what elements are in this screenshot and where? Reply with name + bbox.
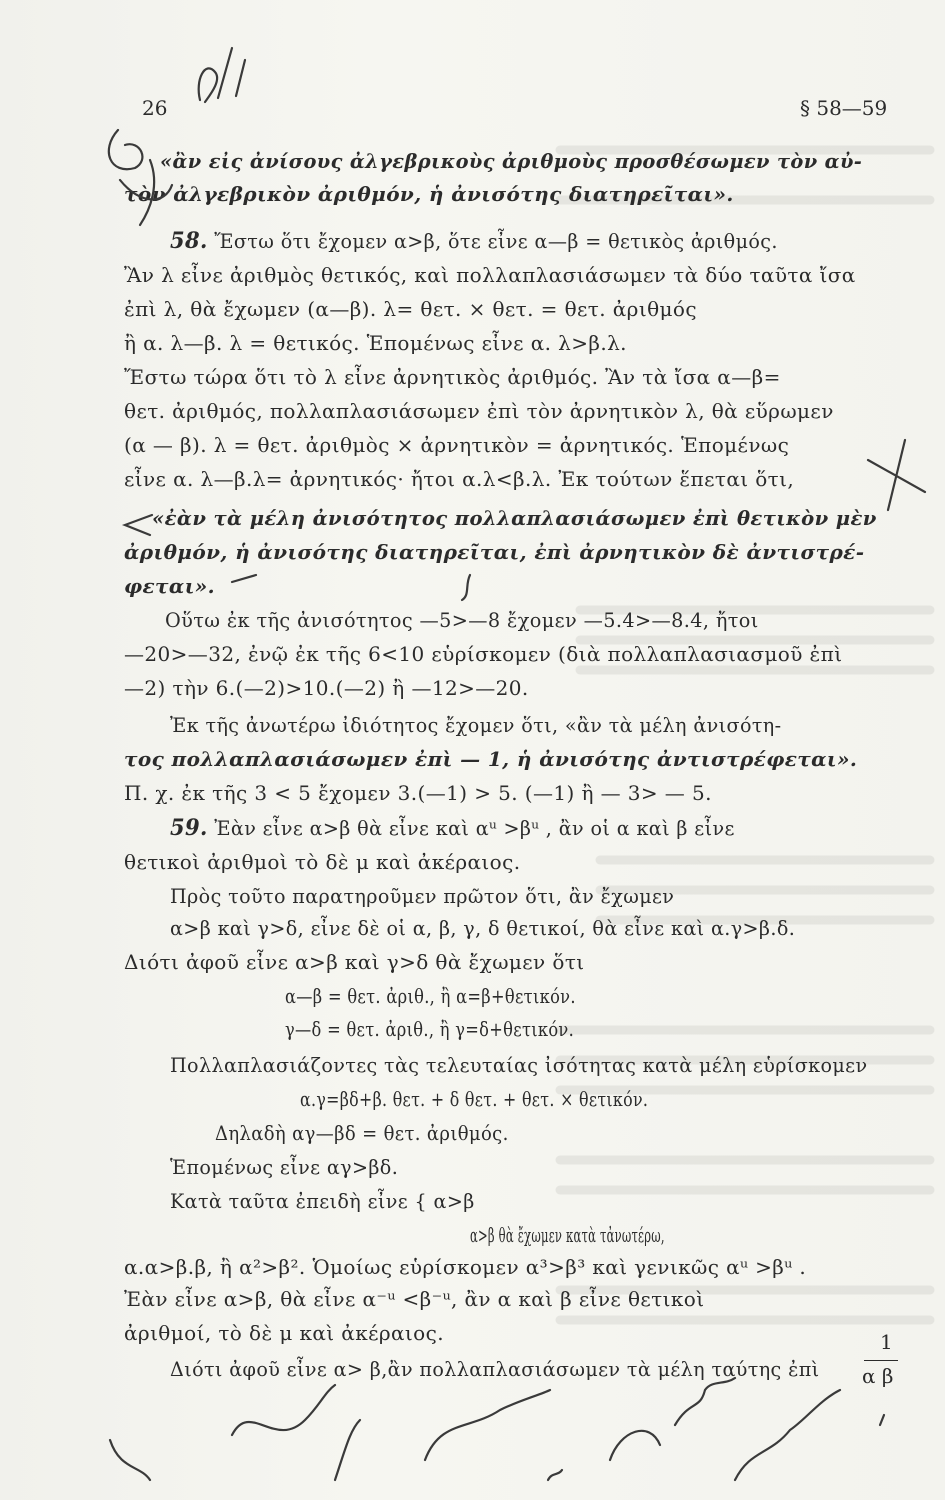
line-text: α.α>β.β, ἢ α²>β². Ὁμοίως εὑρίσκομεν α³>β³ καὶ γενικῶς αᵘ >βᵘ . [124,1255,807,1279]
line-text: Πρὸς τοῦτο παρατηροῦμεν πρῶτον ὅτι, ἂν ἔχωμεν [170,884,675,908]
line-text: ἢ α. λ—β. λ = θετικός. Ἑπομένως εἶνε α. λ>β.λ. [124,331,627,355]
line-text: θετ. ἀριθμός, πολλαπλασιάσωμεν ἐπὶ τὸν ἀρνητικὸν λ, θὰ εὕρωμεν [124,399,834,423]
line-text: γ—δ = θετ. ἀριθ., ἢ γ=δ+θετικόν. [285,1017,575,1041]
line-text: (α — β). λ = θετ. ἀριθμὸς × ἀρνητικὸν = ἀρνητικός. Ἑπομένως [124,433,790,457]
line-text: Κατὰ ταῦτα ἐπειδὴ εἶνε { α>β [170,1189,475,1213]
page-number: 26 [142,96,168,120]
line-text: ἀριθμοί, τὸ δὲ μ καὶ ἀκέραιος. [124,1321,444,1345]
line-text: Ἔστω τώρα ὅτι τὸ λ εἶνε ἀρνητικὸς ἀριθμός. Ἂν τὰ ἴσα α—β= [124,365,781,389]
line-text: Πολλαπλασιάζοντες τὰς τελευταίας ἰσότητας κατὰ μέλη εὑρίσκομεν [170,1053,868,1077]
line-text: «ἂν εἰς ἀνίσους ἀλγεβρικοὺς ἀριθμοὺς προσθέσωμεν τὸν αὐ- [160,149,863,173]
line-text: Οὕτω ἐκ τῆς ἀνισότητος —5>—8 ἔχομεν —5.4>—8.4, ἤτοι [165,608,759,632]
line-text: Ἐκ τῆς ἀνωτέρω ἰδιότητος ἔχομεν ὅτι, «ἂν τὰ μέλη ἀνισότη- [170,713,782,737]
line-text: Ἑπομένως εἶνε αγ>βδ. [170,1155,399,1179]
line-text: «ἐὰν τὰ μέλη ἀνισότητος πολλαπλασιάσωμεν ἐπὶ θετικὸν μὲν [152,506,877,530]
line-text: Π. χ. ἐκ τῆς 3 < 5 ἔχομεν 3.(—1) > 5. (—1) ἢ — 3> — 5. [124,781,712,805]
line-text: εἶνε α. λ—β.λ= ἀρνητικός· ἤτοι α.λ<β.λ. Ἐκ τούτων ἕπεται ὅτι, [124,467,795,491]
line-text: φεται». [124,574,216,598]
line-text: ἀριθμόν, ἡ ἀνισότης διατηρεῖται, ἐπὶ ἀρνητικὸν δὲ ἀντιστρέ- [124,540,865,564]
line-text: α.γ=βδ+β. θετ. + δ θετ. + θετ. × θετικόν. [300,1087,649,1111]
line-text: α—β = θετ. ἀριθ., ἢ α=β+θετικόν. [285,984,576,1008]
line-text: Ἔστω ὅτι ἔχομεν α>β, ὅτε εἶνε α—β = θετικὸς ἀριθμός. [207,229,778,253]
line-text: —20>—32, ἐνῷ ἐκ τῆς 6<10 εὑρίσκομεν (διὰ πολλαπλασιασμοῦ ἐπὶ [124,642,843,666]
line-text: —2) τὴν 6.(—2)>10.(—2) ἢ —12>—20. [124,676,529,700]
section-number: 59. [170,815,208,841]
fraction-numerator: 1 [880,1330,893,1354]
line-text: α>β θὰ ἔχωμεν κατὰ τἀνωτέρω, [470,1223,665,1247]
line-text: Ἂν λ εἶνε ἀριθμὸς θετικός, καὶ πολλαπλασιάσωμεν τὰ δύο ταῦτα ἴσα [124,263,856,287]
line-text: τὸν ἀλγεβρικὸν ἀριθμόν, ἡ ἀνισότης διατηρεῖται». [124,182,734,206]
fraction-denominator: α β [862,1364,894,1388]
line-text: θετικοὶ ἀριθμοὶ τὸ δὲ μ καὶ ἀκέραιος. [124,850,521,874]
line-text: Δηλαδὴ αγ—βδ = θετ. ἀριθμός. [215,1121,509,1145]
line-text: Ἐὰν εἶνε α>β, θὰ εἶνε α⁻ᵘ <β⁻ᵘ, ἂν α καὶ β εἶνε θετικοὶ [124,1287,705,1311]
line-text: ἐπὶ λ, θὰ ἔχωμεν (α—β). λ= θετ. × θετ. = θετ. ἀριθμός [124,297,697,321]
line-text: Διότι ἀφοῦ εἶνε α> β,ἂν πολλαπλασιάσωμεν τὰ μέλη ταύτης ἐπὶ [170,1357,820,1381]
section-reference: § 58—59 [800,96,888,120]
line-text: τος πολλαπλασιάσωμεν ἐπὶ — 1, ἡ ἀνισότης ἀντιστρέφεται». [124,747,858,771]
line-text: Διότι ἀφοῦ εἶνε α>β καὶ γ>δ θὰ ἔχωμεν ὅτι [124,950,585,974]
line-text: α>β καὶ γ>δ, εἶνε δὲ οἱ α, β, γ, δ θετικοί, θὰ εἶνε καὶ α.γ>β.δ. [170,916,796,940]
line-text: Ἐὰν εἶνε α>β θὰ εἶνε καὶ αᵘ >βᵘ , ἂν οἱ α καὶ β εἶνε [207,816,735,840]
section-number: 58. [170,228,208,254]
